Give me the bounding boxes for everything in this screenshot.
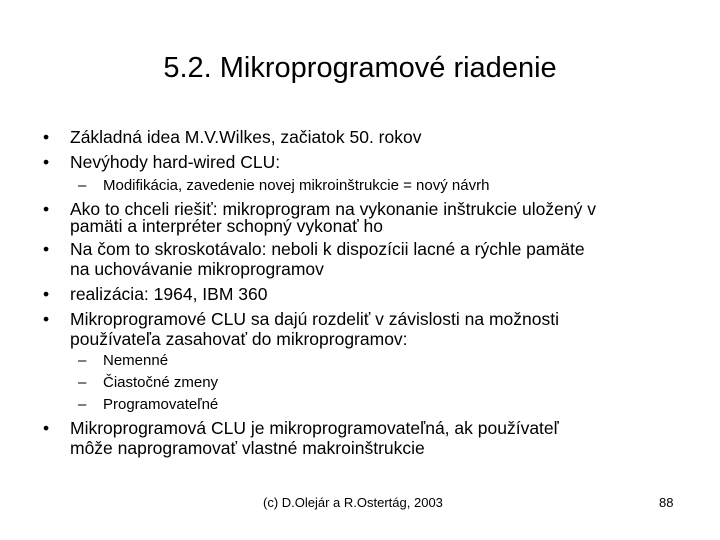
bullet-text: Nevýhody hard-wired CLU:	[70, 152, 281, 172]
bullet-icon: •	[43, 309, 50, 329]
bullet-icon: •	[43, 127, 50, 147]
bullet-text: Mikroprogramové CLU sa dajú rozdeliť v závislosti na možnosti	[70, 309, 559, 329]
sub-bullet-text: Čiastočné zmeny	[103, 374, 219, 391]
bullet-text-continued: používateľa zasahovať do mikroprogramov:	[70, 329, 408, 349]
bullet-icon: •	[43, 239, 50, 259]
bullet-text: Mikroprogramová CLU je mikroprogramovateľná, ak používateľ	[70, 418, 559, 438]
bullet-icon: •	[43, 284, 50, 304]
bullet-text-continued: pamäti a interpréter schopný vykonať ho	[70, 216, 383, 236]
bullet-text-continued: môže naprogramovať vlastné makroinštrukcie	[70, 438, 425, 458]
dash-icon: –	[78, 374, 87, 391]
dash-icon: –	[78, 396, 87, 413]
bullet-text-continued: na uchovávanie mikroprogramov	[70, 259, 324, 279]
dash-icon: –	[78, 177, 87, 194]
bullet-text: Ako to chceli riešiť: mikroprogram na vykonanie inštrukcie uložený v	[70, 199, 596, 219]
bullet-text: realizácia: 1964, IBM 360	[70, 284, 268, 304]
bullet-text: Základná idea M.V.Wilkes, začiatok 50. rokov	[70, 127, 422, 147]
sub-bullet-text: Modifikácia, zavedenie novej mikroinštrukcie = nový návrh	[103, 177, 490, 194]
sub-bullet-text: Nemenné	[103, 352, 169, 369]
slide-title: 5.2. Mikroprogramové riadenie	[163, 52, 557, 84]
bullet-icon: •	[43, 199, 50, 219]
bullet-icon: •	[43, 418, 50, 438]
bullet-text: Na čom to skroskotávalo: neboli k dispozícii lacné a rýchle pamäte	[70, 239, 585, 259]
bullet-icon: •	[43, 152, 50, 172]
footer-copyright: (c) D.Olejár a R.Ostertág, 2003	[263, 495, 443, 510]
page-number: 88	[659, 495, 674, 510]
dash-icon: –	[78, 352, 87, 369]
sub-bullet-text: Programovateľné	[103, 396, 219, 413]
